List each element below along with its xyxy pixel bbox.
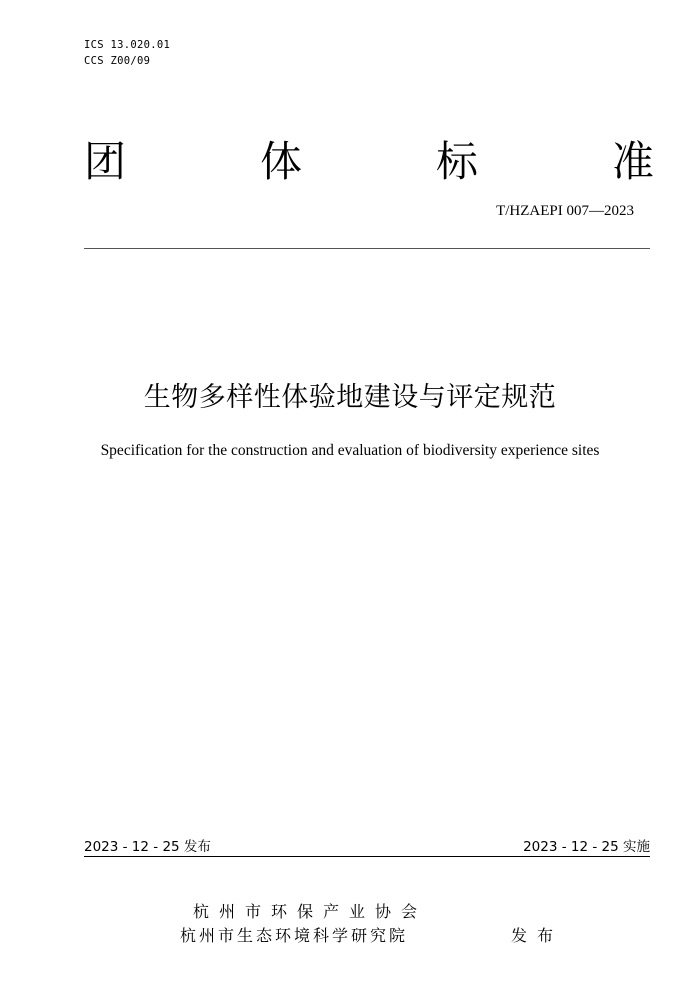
footer-divider: [84, 856, 650, 857]
standard-type-heading: [84, 138, 654, 186]
issuing-organizations: [180, 900, 480, 948]
publish-label: 发布: [511, 926, 564, 945]
ics-code: ICS 13.020.01: [84, 39, 171, 51]
classification-codes: [84, 37, 170, 69]
standard-type-char: 标: [435, 137, 478, 186]
document-title-english: Specification for the construction and evaluation of biodiversity experience sites: [100, 442, 600, 459]
issuer-org-2: 杭州市生态环境科学研究院: [180, 926, 409, 945]
standard-type-char: 体: [259, 137, 302, 186]
implementation-date: 2023 - 12 - 25 实施: [523, 839, 650, 855]
standard-type-char: 准: [611, 137, 654, 186]
standard-number: T/HZAEPI 007—2023: [496, 203, 634, 219]
ccs-code: CCS Z00/09: [84, 55, 151, 67]
header-divider: [84, 248, 650, 249]
dates-row: [84, 838, 650, 856]
release-date: 2023 - 12 - 25 发布: [84, 839, 211, 855]
document-title-chinese: 生物多样性体验地建设与评定规范: [143, 382, 557, 413]
issuer-org-1: 杭州市环保产业协会: [193, 902, 428, 921]
standard-type-char: 团: [84, 137, 127, 186]
